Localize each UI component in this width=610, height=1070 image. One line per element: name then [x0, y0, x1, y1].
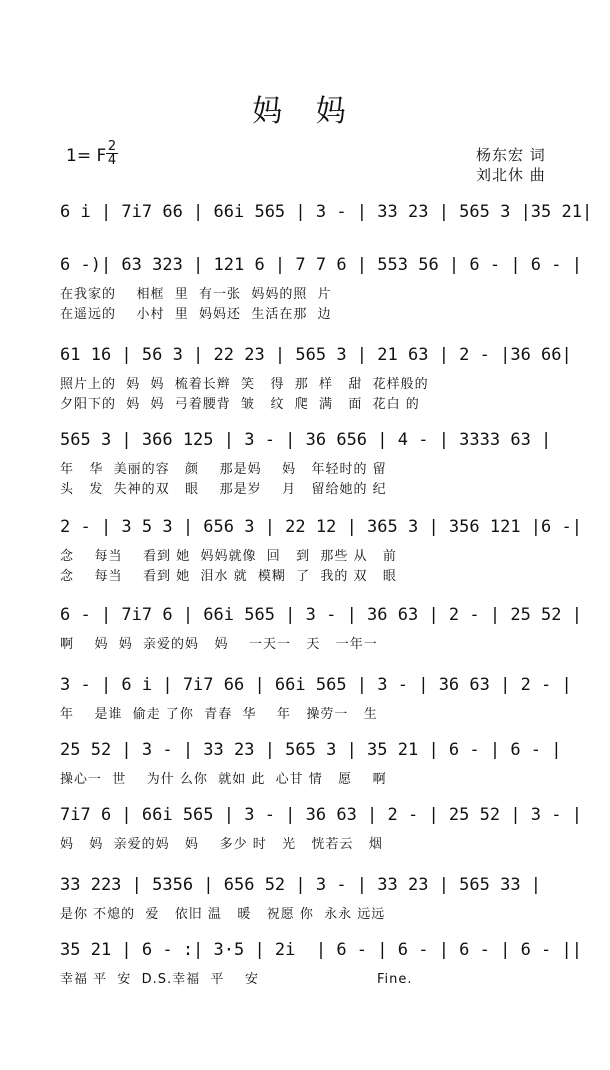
notation-line: 3 - | 6 i | 7i7 66 | 66i 565 | 3 - | 36 63 | 2 - | — [60, 675, 572, 695]
lyric-line: 在遥远的 小村 里 妈妈还 生活在那 边 — [60, 307, 332, 322]
score-system — [60, 345, 572, 415]
notation-line: 6 -)| 63 323 | 121 6 | 7 7 6 | 553 56 | 6 - | 6 - | — [60, 255, 582, 275]
lyric-line: 年 是谁 偷走 了你 青春 华 年 操劳一 生 — [60, 707, 378, 722]
score-system — [60, 255, 582, 325]
notation-line: 2 - | 3 5 3 | 656 3 | 22 12 | 365 3 | 356 121 |6 -| — [60, 517, 582, 537]
score-system — [60, 675, 572, 725]
score-system — [60, 430, 560, 500]
notation-line: 25 52 | 3 - | 33 23 | 565 3 | 35 21 | 6 - | 6 - | — [60, 740, 562, 760]
lyricist-credit: 杨东宏 词 — [476, 146, 546, 164]
time-signature-denominator: 4 — [107, 153, 117, 168]
score-system — [60, 740, 560, 790]
notation-line: 7i7 6 | 66i 565 | 3 - | 36 63 | 2 - | 25 52 | 3 - | — [60, 805, 582, 825]
notation-line: 35 21 | 6 - :| 3·5 | 2i | 6 - | 6 - | 6 - | 6 - || — [60, 940, 582, 960]
lyric-line: 幸福 平 安 D.S.幸福 平 安 Fine. — [60, 972, 413, 987]
notation-line: 6 - | 7i7 6 | 66i 565 | 3 - | 36 63 | 2 - | 25 52 | — [60, 605, 582, 625]
lyric-line: 念 每当 看到 她 妈妈就像 回 到 那些 从 前 — [60, 549, 397, 564]
score-system — [60, 940, 582, 990]
lyric-line: 啊 妈 妈 亲爱的妈 妈 一天一 天 一年一 — [60, 637, 378, 652]
lyric-line: 念 每当 看到 她 泪水 就 模糊 了 我的 双 眼 — [60, 569, 397, 584]
notation-line: 565 3 | 366 125 | 3 - | 36 656 | 4 - | 3333 63 | — [60, 430, 552, 450]
lyric-line: 照片上的 妈 妈 梳着长辫 笑 得 那 样 甜 花样般的 — [60, 377, 429, 392]
lyric-line: 是你 不熄的 爱 依旧 温 暖 祝愿 你 永永 远远 — [60, 907, 386, 922]
song-title: 妈 妈 — [252, 94, 358, 129]
lyric-line: 夕阳下的 妈 妈 弓着腰背 皱 纹 爬 满 面 花白 的 — [60, 397, 420, 412]
lyric-line: 年 华 美丽的容 颜 那是妈 妈 年轻时的 留 — [60, 462, 387, 477]
lyric-line: 头 发 失神的双 眼 那是岁 月 留给她的 纪 — [60, 482, 387, 497]
lyric-line: 在我家的 相框 里 有一张 妈妈的照 片 — [60, 287, 332, 302]
score-system — [60, 517, 582, 587]
score-system — [60, 875, 560, 925]
time-signature-numerator: 2 — [107, 139, 117, 154]
lyric-line: 妈 妈 亲爱的妈 妈 多少 时 光 恍若云 烟 — [60, 837, 383, 852]
score-system — [60, 605, 582, 655]
notation-line: 61 16 | 56 3 | 22 23 | 565 3 | 21 63 | 2 - |36 66| — [60, 345, 572, 365]
composer-credit: 刘北休 曲 — [476, 166, 546, 184]
score-system — [60, 202, 593, 232]
time-signature — [106, 140, 118, 167]
notation-line: 33 223 | 5356 | 656 52 | 3 - | 33 23 | 565 33 | — [60, 875, 542, 895]
key-signature: 1= F — [66, 146, 107, 166]
notation-line: 6 i | 7i7 66 | 66i 565 | 3 - | 33 23 | 565 3 |35 21| — [60, 202, 593, 222]
lyric-line: 操心一 世 为什 么你 就如 此 心甘 情 愿 啊 — [60, 772, 387, 787]
score-system — [60, 805, 582, 855]
